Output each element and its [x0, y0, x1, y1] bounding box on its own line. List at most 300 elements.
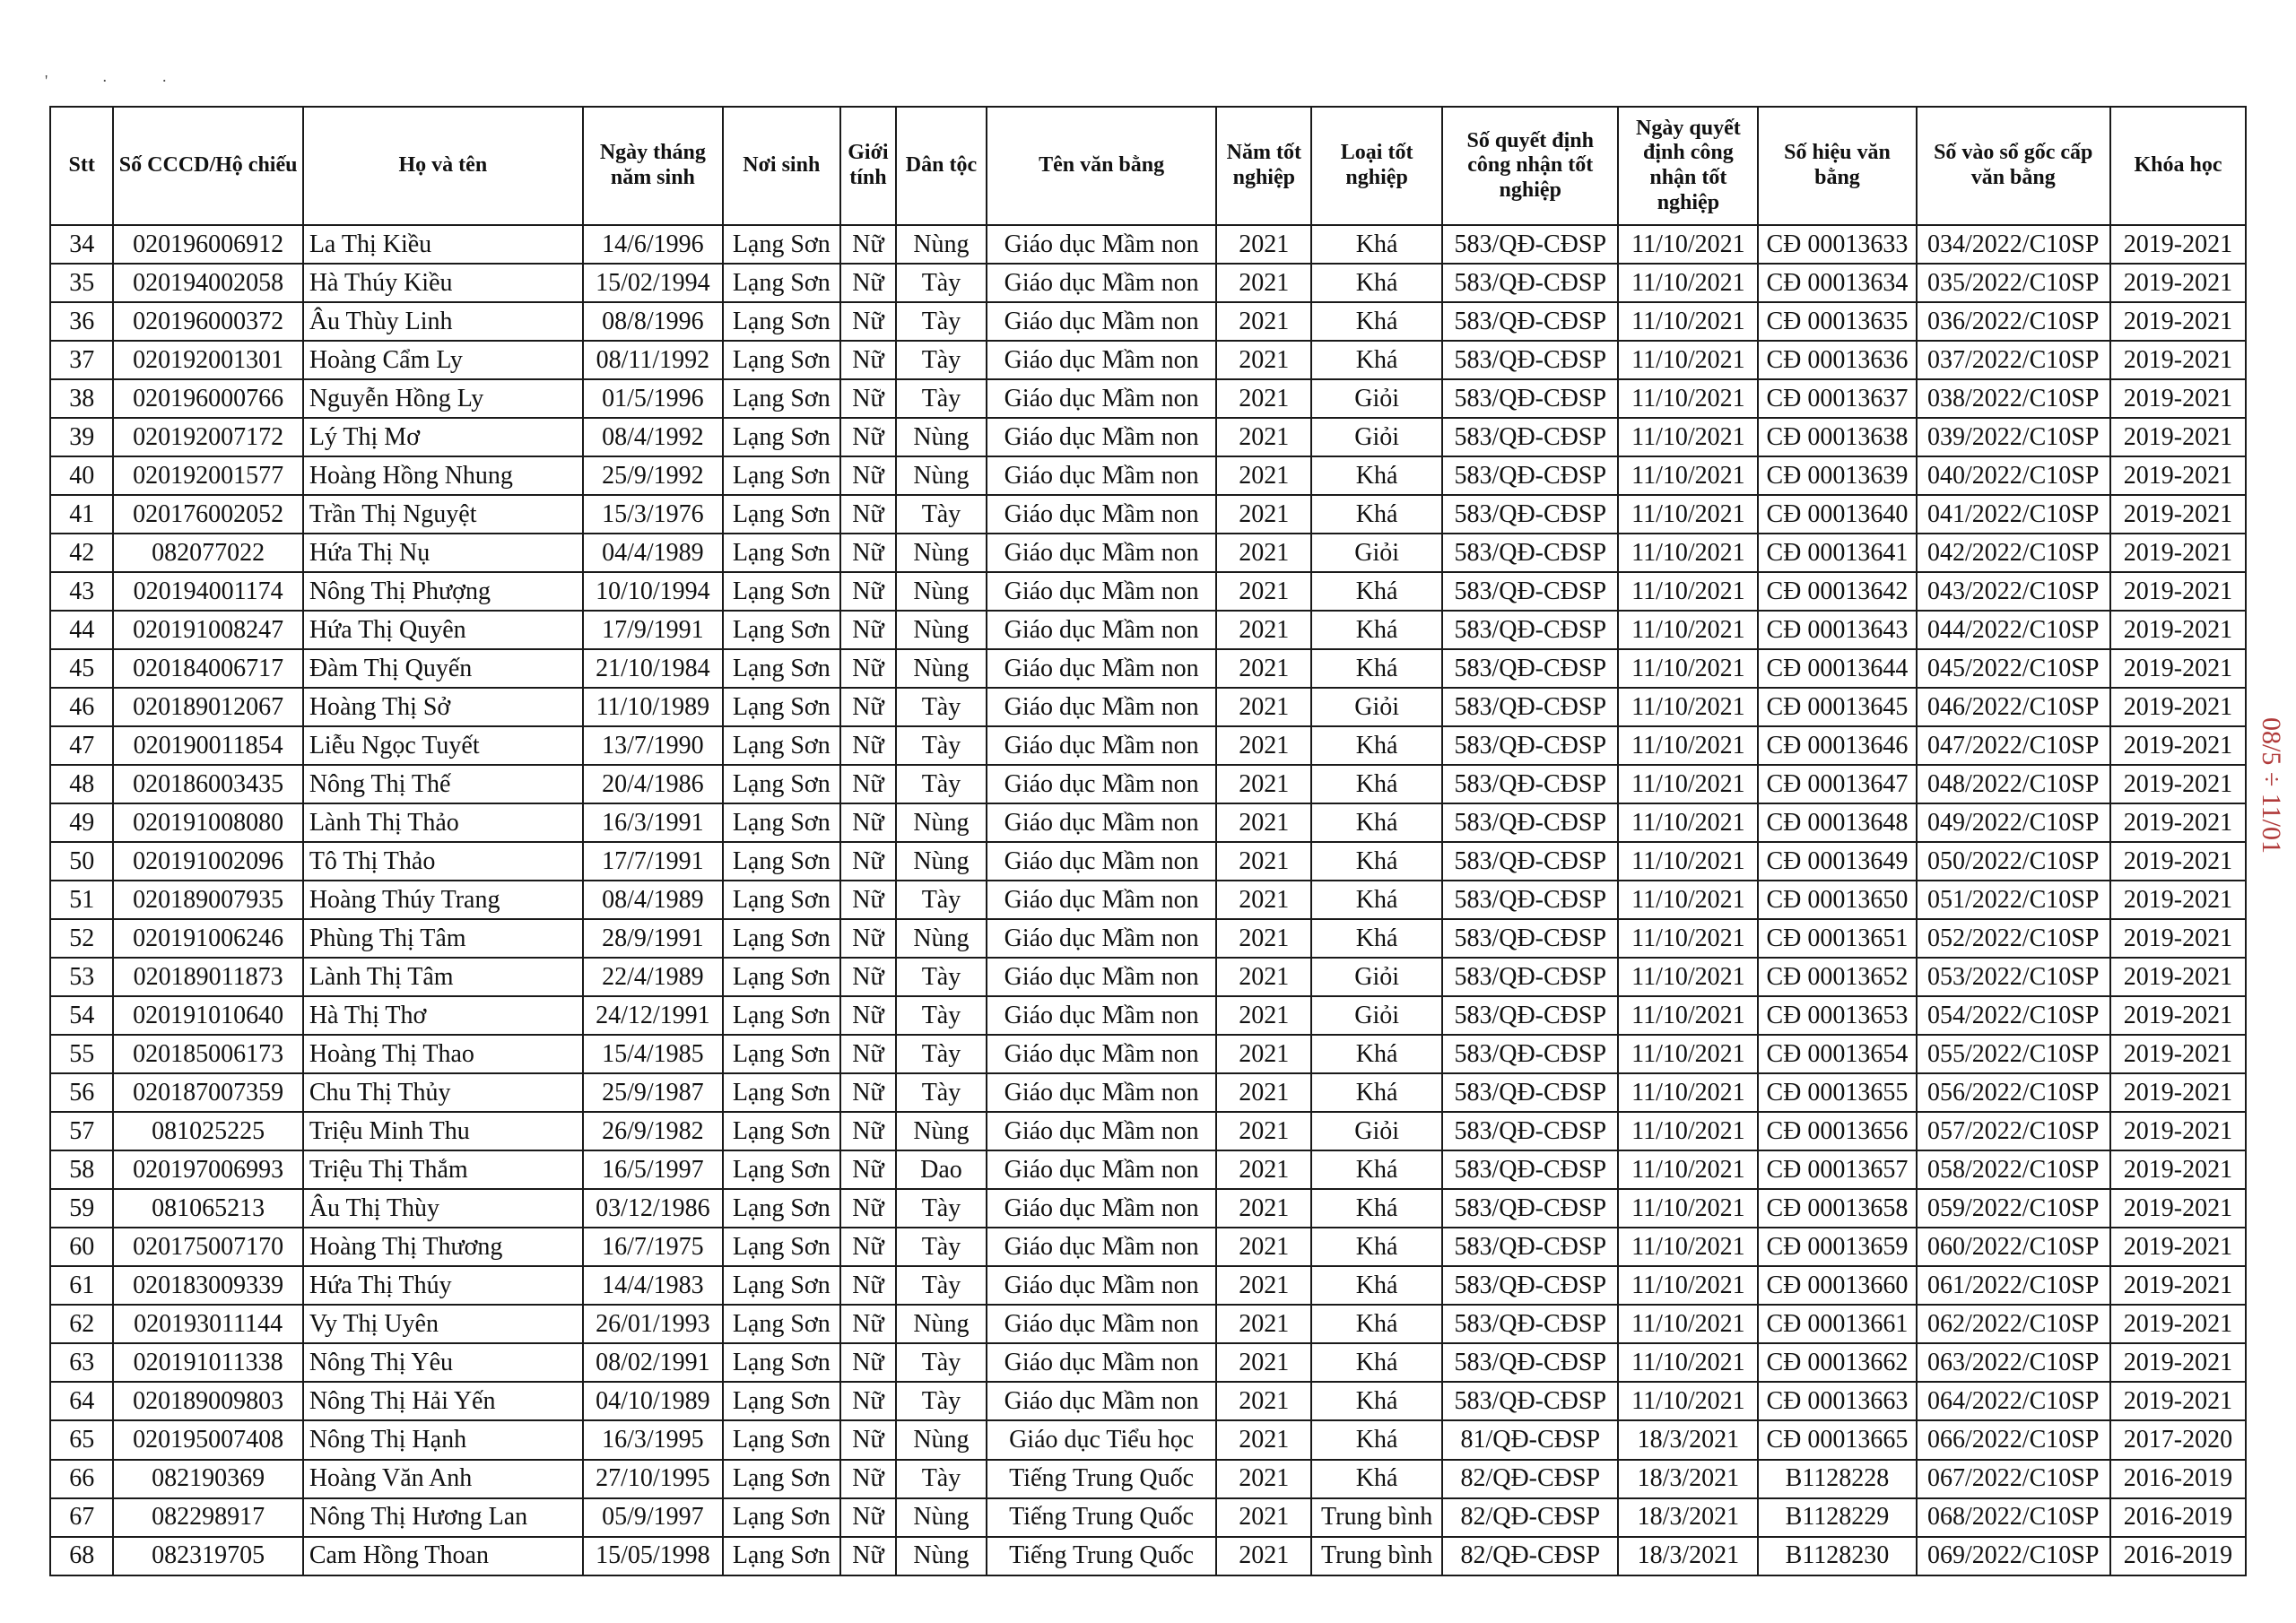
table-cell: CĐ 00013638 — [1758, 418, 1916, 456]
header-cell: Ngày tháng năm sinh — [583, 107, 723, 225]
table-cell: 45 — [50, 649, 113, 688]
table-cell: 54 — [50, 996, 113, 1035]
table-cell: 020189012067 — [113, 688, 302, 726]
table-cell: Khá — [1311, 842, 1442, 881]
table-row — [50, 765, 2246, 803]
table-cell: 11/10/2021 — [1618, 842, 1758, 881]
table-cell: 2021 — [1216, 1112, 1311, 1150]
table-cell: Giáo dục Mầm non — [987, 341, 1217, 379]
table-cell: Giáo dục Mầm non — [987, 1150, 1217, 1189]
table-cell: 583/QĐ-CĐSP — [1442, 1073, 1618, 1112]
table-cell: Giáo dục Mầm non — [987, 1382, 1217, 1420]
table-row — [50, 1460, 2246, 1498]
table-cell: Lạng Sơn — [723, 1266, 840, 1305]
table-cell: Giỏi — [1311, 688, 1442, 726]
table-cell: 051/2022/C10SP — [1917, 881, 2110, 919]
table-cell: 040/2022/C10SP — [1917, 456, 2110, 495]
table-cell: 11/10/2021 — [1618, 1189, 1758, 1228]
table-cell: 067/2022/C10SP — [1917, 1460, 2110, 1498]
table-cell: Hoàng Hồng Nhung — [303, 456, 583, 495]
table-cell: 583/QĐ-CĐSP — [1442, 688, 1618, 726]
table-cell: 16/5/1997 — [583, 1150, 723, 1189]
table-cell: CĐ 00013655 — [1758, 1073, 1916, 1112]
table-cell: Tiếng Trung Quốc — [987, 1498, 1217, 1537]
table-cell: 2019-2021 — [2110, 803, 2246, 842]
table-cell: 2021 — [1216, 958, 1311, 996]
table-cell: 043/2022/C10SP — [1917, 572, 2110, 611]
scan-specks: ' · · — [45, 72, 193, 90]
table-cell: 2016-2019 — [2110, 1460, 2246, 1498]
table-cell: Tày — [896, 341, 987, 379]
table-cell: 17/9/1991 — [583, 611, 723, 649]
table-cell: 050/2022/C10SP — [1917, 842, 2110, 881]
table-cell: Nữ — [840, 1460, 896, 1498]
table-cell: 18/3/2021 — [1618, 1420, 1758, 1459]
table-cell: Khá — [1311, 1266, 1442, 1305]
table-cell: 020192001577 — [113, 456, 302, 495]
table-cell: 583/QĐ-CĐSP — [1442, 726, 1618, 765]
header-cell: Số CCCD/Hộ chiếu — [113, 107, 302, 225]
table-cell: 2021 — [1216, 264, 1311, 302]
table-row — [50, 611, 2246, 649]
table-cell: 38 — [50, 379, 113, 418]
table-cell: Lạng Sơn — [723, 1420, 840, 1459]
table-cell: 583/QĐ-CĐSP — [1442, 1305, 1618, 1343]
table-cell: 056/2022/C10SP — [1917, 1073, 2110, 1112]
table-cell: Lạng Sơn — [723, 418, 840, 456]
table-cell: 2021 — [1216, 1228, 1311, 1266]
table-row — [50, 1420, 2246, 1459]
table-cell: CĐ 00013658 — [1758, 1189, 1916, 1228]
table-cell: Nùng — [896, 456, 987, 495]
header-cell: Stt — [50, 107, 113, 225]
table-cell: 2021 — [1216, 418, 1311, 456]
table-row — [50, 803, 2246, 842]
table-cell: Khá — [1311, 1035, 1442, 1073]
table-cell: Cam Hồng Thoan — [303, 1537, 583, 1575]
table-cell: 020183009339 — [113, 1266, 302, 1305]
table-cell: 042/2022/C10SP — [1917, 534, 2110, 572]
table-row — [50, 842, 2246, 881]
table-cell: CĐ 00013642 — [1758, 572, 1916, 611]
table-cell: 11/10/2021 — [1618, 881, 1758, 919]
table-cell: Giáo dục Mầm non — [987, 765, 1217, 803]
table-cell: 2021 — [1216, 1382, 1311, 1420]
table-cell: Nông Thị Thế — [303, 765, 583, 803]
table-cell: 61 — [50, 1266, 113, 1305]
table-cell: 062/2022/C10SP — [1917, 1305, 2110, 1343]
table-cell: Nữ — [840, 1305, 896, 1343]
table-cell: 2021 — [1216, 1073, 1311, 1112]
table-cell: Âu Thùy Linh — [303, 302, 583, 341]
table-cell: Lạng Sơn — [723, 649, 840, 688]
table-cell: 11/10/2021 — [1618, 572, 1758, 611]
table-cell: 65 — [50, 1420, 113, 1459]
table-cell: 08/4/1989 — [583, 881, 723, 919]
table-cell: 583/QĐ-CĐSP — [1442, 418, 1618, 456]
table-cell: 11/10/2021 — [1618, 456, 1758, 495]
table-cell: Lạng Sơn — [723, 1189, 840, 1228]
table-cell: Tiếng Trung Quốc — [987, 1460, 1217, 1498]
table-cell: 11/10/2021 — [1618, 1112, 1758, 1150]
table-cell: Nữ — [840, 379, 896, 418]
table-cell: 68 — [50, 1537, 113, 1575]
table-cell: 11/10/2021 — [1618, 726, 1758, 765]
table-cell: 11/10/2021 — [1618, 264, 1758, 302]
table-cell: 16/3/1991 — [583, 803, 723, 842]
table-cell: 11/10/2021 — [1618, 1305, 1758, 1343]
table-cell: Chu Thị Thủy — [303, 1073, 583, 1112]
table-cell: 2019-2021 — [2110, 1343, 2246, 1382]
table-cell: 020197006993 — [113, 1150, 302, 1189]
table-cell: Nữ — [840, 341, 896, 379]
table-cell: 43 — [50, 572, 113, 611]
table-cell: Nữ — [840, 1266, 896, 1305]
table-cell: Nữ — [840, 1343, 896, 1382]
table-row — [50, 456, 2246, 495]
table-cell: 020189011873 — [113, 958, 302, 996]
table-cell: 2021 — [1216, 611, 1311, 649]
table-cell: 583/QĐ-CĐSP — [1442, 456, 1618, 495]
table-cell: 2019-2021 — [2110, 881, 2246, 919]
table-row — [50, 534, 2246, 572]
table-cell: 14/6/1996 — [583, 225, 723, 264]
table-cell: 58 — [50, 1150, 113, 1189]
table-cell: 11/10/2021 — [1618, 1035, 1758, 1073]
table-cell: 2021 — [1216, 842, 1311, 881]
table-cell: 2021 — [1216, 1035, 1311, 1073]
table-cell: Nùng — [896, 572, 987, 611]
table-cell: 51 — [50, 881, 113, 919]
table-cell: 583/QĐ-CĐSP — [1442, 1382, 1618, 1420]
table-cell: Lạng Sơn — [723, 1150, 840, 1189]
table-cell: CĐ 00013646 — [1758, 726, 1916, 765]
header-cell: Họ và tên — [303, 107, 583, 225]
table-cell: 11/10/2021 — [1618, 1382, 1758, 1420]
table-cell: Nữ — [840, 688, 896, 726]
table-cell: 2021 — [1216, 1150, 1311, 1189]
table-cell: Nữ — [840, 958, 896, 996]
table-cell: Nùng — [896, 1537, 987, 1575]
table-cell: CĐ 00013663 — [1758, 1382, 1916, 1420]
table-row — [50, 688, 2246, 726]
table-cell: 08/8/1996 — [583, 302, 723, 341]
table-cell: 2021 — [1216, 225, 1311, 264]
table-body — [50, 225, 2246, 1575]
table-cell: Nữ — [840, 1382, 896, 1420]
table-cell: CĐ 00013649 — [1758, 842, 1916, 881]
table-cell: B1128229 — [1758, 1498, 1916, 1537]
table-cell: 25/9/1987 — [583, 1073, 723, 1112]
table-cell: 2017-2020 — [2110, 1420, 2246, 1459]
table-cell: 2019-2021 — [2110, 842, 2246, 881]
table-cell: Lành Thị Thảo — [303, 803, 583, 842]
table-cell: 020184006717 — [113, 649, 302, 688]
table-row — [50, 572, 2246, 611]
table-cell: 11/10/2021 — [1618, 302, 1758, 341]
table-cell: 05/9/1997 — [583, 1498, 723, 1537]
table-cell: 583/QĐ-CĐSP — [1442, 1189, 1618, 1228]
table-cell: 020191008080 — [113, 803, 302, 842]
table-cell: CĐ 00013651 — [1758, 919, 1916, 958]
table-row — [50, 649, 2246, 688]
table-cell: 01/5/1996 — [583, 379, 723, 418]
table-cell: Lạng Sơn — [723, 1343, 840, 1382]
table-cell: Giáo dục Mầm non — [987, 996, 1217, 1035]
table-cell: Nữ — [840, 611, 896, 649]
table-cell: 2021 — [1216, 1498, 1311, 1537]
table-row — [50, 996, 2246, 1035]
table-cell: Tày — [896, 495, 987, 534]
table-cell: Giáo dục Mầm non — [987, 611, 1217, 649]
table-cell: Nùng — [896, 611, 987, 649]
table-cell: CĐ 00013653 — [1758, 996, 1916, 1035]
table-row — [50, 919, 2246, 958]
table-cell: Tày — [896, 1228, 987, 1266]
table-cell: Giỏi — [1311, 958, 1442, 996]
table-cell: 2019-2021 — [2110, 418, 2246, 456]
table-cell: Nùng — [896, 1420, 987, 1459]
table-cell: Tày — [896, 1343, 987, 1382]
table-cell: 82/QĐ-CĐSP — [1442, 1537, 1618, 1575]
table-cell: 2019-2021 — [2110, 302, 2246, 341]
table-cell: 2019-2021 — [2110, 1150, 2246, 1189]
table-cell: 56 — [50, 1073, 113, 1112]
table-cell: Lạng Sơn — [723, 379, 840, 418]
table-cell: 04/10/1989 — [583, 1382, 723, 1420]
table-cell: Nông Thị Yêu — [303, 1343, 583, 1382]
table-cell: 14/4/1983 — [583, 1266, 723, 1305]
table-cell: 2019-2021 — [2110, 1073, 2246, 1112]
table-cell: Tày — [896, 881, 987, 919]
table-cell: 57 — [50, 1112, 113, 1150]
table-cell: Hứa Thị Nụ — [303, 534, 583, 572]
table-cell: 038/2022/C10SP — [1917, 379, 2110, 418]
table-cell: Khá — [1311, 1305, 1442, 1343]
table-cell: 020191006246 — [113, 919, 302, 958]
table-cell: 53 — [50, 958, 113, 996]
table-cell: Đàm Thị Quyến — [303, 649, 583, 688]
table-cell: Giáo dục Mầm non — [987, 919, 1217, 958]
table-cell: 34 — [50, 225, 113, 264]
table-cell: 60 — [50, 1228, 113, 1266]
table-cell: 058/2022/C10SP — [1917, 1150, 2110, 1189]
table-cell: Hoàng Thị Thao — [303, 1035, 583, 1073]
table-row — [50, 1035, 2246, 1073]
table-cell: 059/2022/C10SP — [1917, 1189, 2110, 1228]
table-cell: 020196000372 — [113, 302, 302, 341]
table-cell: Lạng Sơn — [723, 1035, 840, 1073]
table-cell: Nông Thị Hương Lan — [303, 1498, 583, 1537]
table-cell: 020191010640 — [113, 996, 302, 1035]
table-cell: CĐ 00013662 — [1758, 1343, 1916, 1382]
table-cell: Giỏi — [1311, 1112, 1442, 1150]
table-cell: Nữ — [840, 1537, 896, 1575]
table-row — [50, 1537, 2246, 1575]
table-cell: 583/QĐ-CĐSP — [1442, 1228, 1618, 1266]
table-cell: 18/3/2021 — [1618, 1537, 1758, 1575]
table-cell: 053/2022/C10SP — [1917, 958, 2110, 996]
table-cell: 066/2022/C10SP — [1917, 1420, 2110, 1459]
table-cell: 037/2022/C10SP — [1917, 341, 2110, 379]
table-cell: 11/10/2021 — [1618, 225, 1758, 264]
table-cell: Vy Thị Uyên — [303, 1305, 583, 1343]
table-cell: Trung bình — [1311, 1498, 1442, 1537]
table-cell: Nữ — [840, 1035, 896, 1073]
table-cell: Lạng Sơn — [723, 803, 840, 842]
table-cell: 2021 — [1216, 572, 1311, 611]
table-cell: 583/QĐ-CĐSP — [1442, 649, 1618, 688]
table-cell: Giáo dục Mầm non — [987, 495, 1217, 534]
table-cell: 583/QĐ-CĐSP — [1442, 341, 1618, 379]
table-cell: Nữ — [840, 842, 896, 881]
table-cell: Nữ — [840, 1112, 896, 1150]
table-cell: Tày — [896, 264, 987, 302]
table-cell: Nữ — [840, 1498, 896, 1537]
header-cell: Số quyết định công nhận tốt nghiệp — [1442, 107, 1618, 225]
table-cell: 020196006912 — [113, 225, 302, 264]
table-cell: Giáo dục Mầm non — [987, 688, 1217, 726]
table-cell: Khá — [1311, 495, 1442, 534]
header-cell: Dân tộc — [896, 107, 987, 225]
table-cell: 054/2022/C10SP — [1917, 996, 2110, 1035]
table-cell: Giáo dục Mầm non — [987, 534, 1217, 572]
table-cell: 15/4/1985 — [583, 1035, 723, 1073]
table-cell: Tày — [896, 1460, 987, 1498]
table-cell: 2019-2021 — [2110, 379, 2246, 418]
table-cell: 2019-2021 — [2110, 534, 2246, 572]
table-cell: 50 — [50, 842, 113, 881]
table-cell: 2021 — [1216, 534, 1311, 572]
table-cell: Nữ — [840, 572, 896, 611]
table-cell: 2019-2021 — [2110, 996, 2246, 1035]
table-cell: Nữ — [840, 456, 896, 495]
table-cell: 2016-2019 — [2110, 1537, 2246, 1575]
table-cell: 2019-2021 — [2110, 1035, 2246, 1073]
table-cell: Tiếng Trung Quốc — [987, 1537, 1217, 1575]
table-cell: 020176002052 — [113, 495, 302, 534]
table-row — [50, 1189, 2246, 1228]
handwritten-margin-note — [2256, 717, 2292, 995]
table-cell: 11/10/2021 — [1618, 1266, 1758, 1305]
table-cell: 10/10/1994 — [583, 572, 723, 611]
table-cell: CĐ 00013640 — [1758, 495, 1916, 534]
table-cell: CĐ 00013633 — [1758, 225, 1916, 264]
table-cell: B1128228 — [1758, 1460, 1916, 1498]
header-row — [50, 107, 2246, 225]
table-cell: Khá — [1311, 649, 1442, 688]
table-cell: Khá — [1311, 881, 1442, 919]
table-cell: Khá — [1311, 264, 1442, 302]
table-cell: Lạng Sơn — [723, 341, 840, 379]
table-cell: Giáo dục Mầm non — [987, 1035, 1217, 1073]
header-cell: Giới tính — [840, 107, 896, 225]
table-cell: 583/QĐ-CĐSP — [1442, 1343, 1618, 1382]
table-cell: Nguyễn Hồng Ly — [303, 379, 583, 418]
table-cell: Nùng — [896, 803, 987, 842]
table-row — [50, 1073, 2246, 1112]
table-cell: 04/4/1989 — [583, 534, 723, 572]
table-cell: 2021 — [1216, 1537, 1311, 1575]
table-cell: La Thị Kiều — [303, 225, 583, 264]
table-cell: 020192007172 — [113, 418, 302, 456]
table-cell: CĐ 00013654 — [1758, 1035, 1916, 1073]
table-cell: Lạng Sơn — [723, 1112, 840, 1150]
table-cell: 2019-2021 — [2110, 958, 2246, 996]
table-cell: 2019-2021 — [2110, 1305, 2246, 1343]
table-cell: 583/QĐ-CĐSP — [1442, 611, 1618, 649]
table-cell: 041/2022/C10SP — [1917, 495, 2110, 534]
table-cell: Hoàng Văn Anh — [303, 1460, 583, 1498]
table-cell: Tày — [896, 379, 987, 418]
table-cell: Giáo dục Mầm non — [987, 379, 1217, 418]
table-cell: Giáo dục Mầm non — [987, 1189, 1217, 1228]
table-cell: 27/10/1995 — [583, 1460, 723, 1498]
table-row — [50, 1305, 2246, 1343]
table-cell: Nùng — [896, 842, 987, 881]
table-cell: Tày — [896, 996, 987, 1035]
table-cell: Nữ — [840, 1228, 896, 1266]
table-cell: Nông Thị Phượng — [303, 572, 583, 611]
table-cell: B1128230 — [1758, 1537, 1916, 1575]
table-cell: Giáo dục Mầm non — [987, 842, 1217, 881]
table-cell: 039/2022/C10SP — [1917, 418, 2110, 456]
table-cell: Giáo dục Mầm non — [987, 418, 1217, 456]
table-cell: Hà Thúy Kiều — [303, 264, 583, 302]
table-cell: Âu Thị Thùy — [303, 1189, 583, 1228]
table-row — [50, 1228, 2246, 1266]
table-cell: Hoàng Thị Thương — [303, 1228, 583, 1266]
table-cell: Nữ — [840, 996, 896, 1035]
table-cell: Khá — [1311, 302, 1442, 341]
table-cell: Nữ — [840, 1150, 896, 1189]
table-cell: Hứa Thị Thúy — [303, 1266, 583, 1305]
table-cell: 020194002058 — [113, 264, 302, 302]
table-cell: 2019-2021 — [2110, 341, 2246, 379]
table-cell: Khá — [1311, 1382, 1442, 1420]
table-cell: Triệu Thị Thắm — [303, 1150, 583, 1189]
table-cell: Nữ — [840, 803, 896, 842]
table-cell: 020175007170 — [113, 1228, 302, 1266]
table-cell: 16/3/1995 — [583, 1420, 723, 1459]
table-cell: 082190369 — [113, 1460, 302, 1498]
table-cell: 11/10/2021 — [1618, 1343, 1758, 1382]
table-cell: 2019-2021 — [2110, 765, 2246, 803]
table-cell: Lạng Sơn — [723, 1537, 840, 1575]
table-cell: Lạng Sơn — [723, 1498, 840, 1537]
table-cell: 2021 — [1216, 495, 1311, 534]
table-cell: Lạng Sơn — [723, 225, 840, 264]
table-cell: Phùng Thị Tâm — [303, 919, 583, 958]
table-cell: 11/10/2021 — [1618, 495, 1758, 534]
table-cell: Lạng Sơn — [723, 688, 840, 726]
table-cell: 11/10/2021 — [1618, 1228, 1758, 1266]
table-cell: Nông Thị Hải Yến — [303, 1382, 583, 1420]
table-cell: 034/2022/C10SP — [1917, 225, 2110, 264]
table-cell: Lạng Sơn — [723, 1382, 840, 1420]
table-cell: 2019-2021 — [2110, 572, 2246, 611]
table-cell: Lạng Sơn — [723, 495, 840, 534]
table-cell: Khá — [1311, 225, 1442, 264]
header-cell: Loại tốt nghiệp — [1311, 107, 1442, 225]
table-cell: 035/2022/C10SP — [1917, 264, 2110, 302]
table-cell: 42 — [50, 534, 113, 572]
table-cell: Giỏi — [1311, 418, 1442, 456]
table-cell: 583/QĐ-CĐSP — [1442, 225, 1618, 264]
table-row — [50, 881, 2246, 919]
table-cell: 46 — [50, 688, 113, 726]
table-cell: 18/3/2021 — [1618, 1498, 1758, 1537]
